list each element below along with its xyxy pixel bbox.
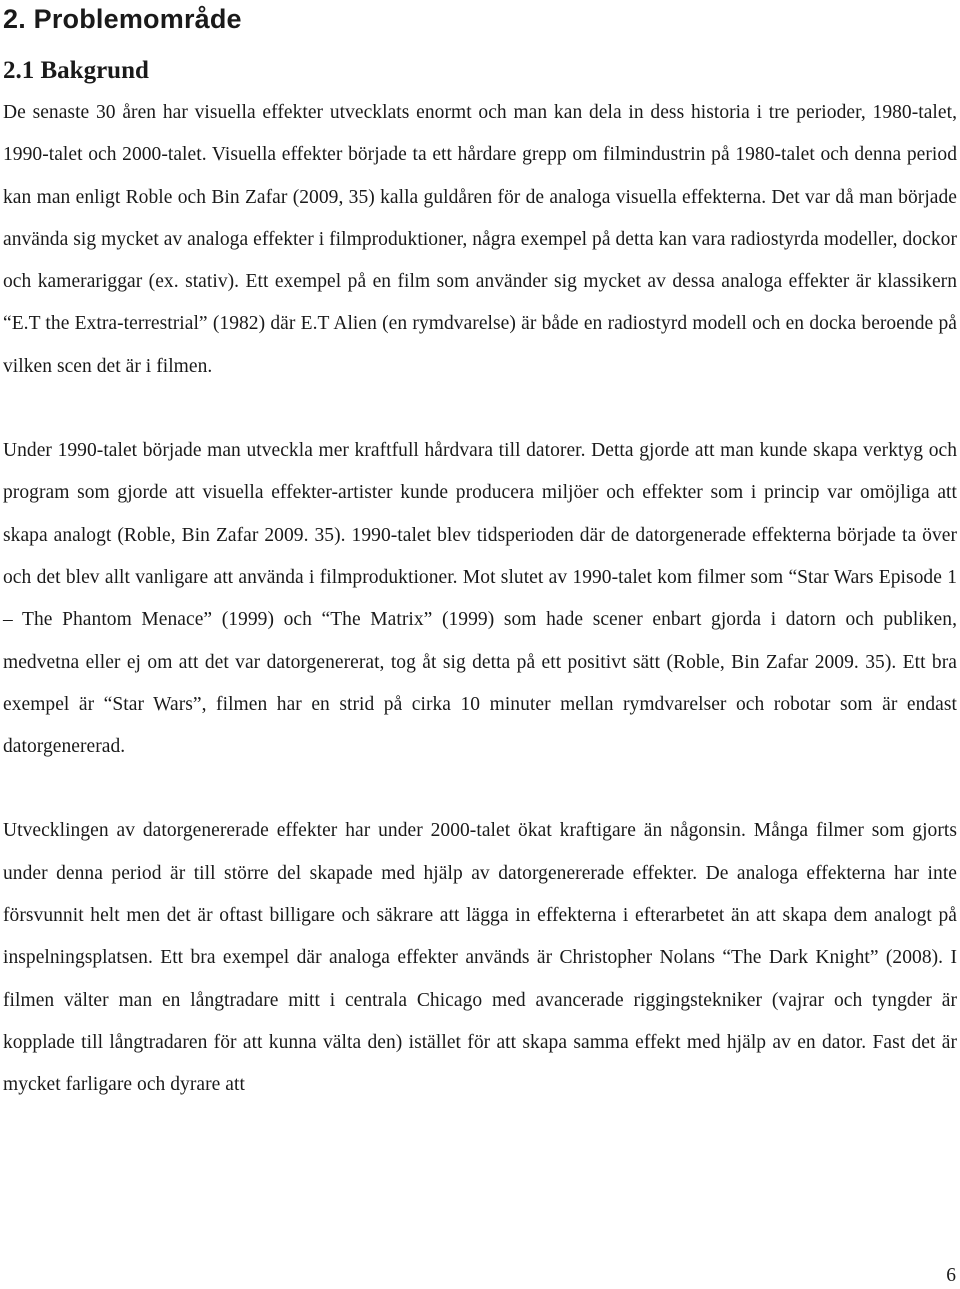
chapter-heading: 2. Problemområde [3, 4, 242, 34]
section-heading: 2.1 Bakgrund [3, 57, 149, 84]
document-page [3, 0, 957, 1107]
paragraph-1990s: Under 1990-talet började man utveckla mer kraftfull hårdvara till datorer. Detta gjorde att man kunde skapa verktyg och program som gjorde att visuella effekter-artister kunde producera miljöer och effekter som i princip var omöjliga att skapa analogt (Roble, Bin Zafar 2009. 35). 1990-talet blev tidsperioden där de datorgenerade effekterna började ta över och det blev allt vanligare att använda i filmproduktioner. Mot slutet av 1990-talet kom filmer som “Star Wars Episode 1 – The Phantom Menace” (1999) och “The Matrix” (1999) som hade scener enbart gjorda i datorn och publiken, medvetna eller ej om att det var datorgenererat, tog åt sig detta på ett positivt sätt (Roble, Bin Zafar 2009. 35). Ett bra exempel är “Star Wars”, filmen har en strid på cirka 10 minuter mellan rymdvarelser och robotar som är endast datorgenererad. [3, 440, 957, 758]
paragraph-2000s: Utvecklingen av datorgenererade effekter har under 2000-talet ökat kraftigare än någonsin. Många filmer som gjorts under denna period är till större del skapade med hjälp av datorgenererade effekter. De analoga effekterna har inte försvunnit helt men det är oftast billigare och säkrare att lägga in effekterna i efterarbetet än att skapa dem analogt på inspelningsplatsen. Ett bra exempel där analoga effekter används är Christopher Nolans “The Dark Knight” (2008). I filmen välter man en långtradare mitt i centrala Chicago med avancerade riggingstekniker (vajrar och tyngder är kopplade till långtradaren för att kunna välta den) istället för att skapa samma effekt med hjälp av en dator. Fast det är mycket farligare och dyrare att [3, 820, 957, 1096]
paragraph-1980s: De senaste 30 åren har visuella effekter utvecklats enormt och man kan dela in dess historia i tre perioder, 1980-talet, 1990-talet och 2000-talet. Visuella effekter började ta ett hårdare grepp om filmindustrin på 1980-talet och denna period kan man enligt Roble och Bin Zafar (2009, 35) kalla guldåren för de analoga visuella effekterna. Det var då man började använda sig mycket av analoga effekter i filmproduktioner, några exempel på detta kan vara radiostyrda modeller, dockor och kamerariggar (ex. stativ). Ett exempel på en film som använder sig mycket av dessa analoga effekter är klassikern “E.T the Extra-terrestrial” (1982) där E.T Alien (en rymdvarelse) är både en radiostyrd modell och en docka beroende på vilken scen det är i filmen. [3, 102, 957, 377]
page-number: 6 [946, 1265, 956, 1286]
